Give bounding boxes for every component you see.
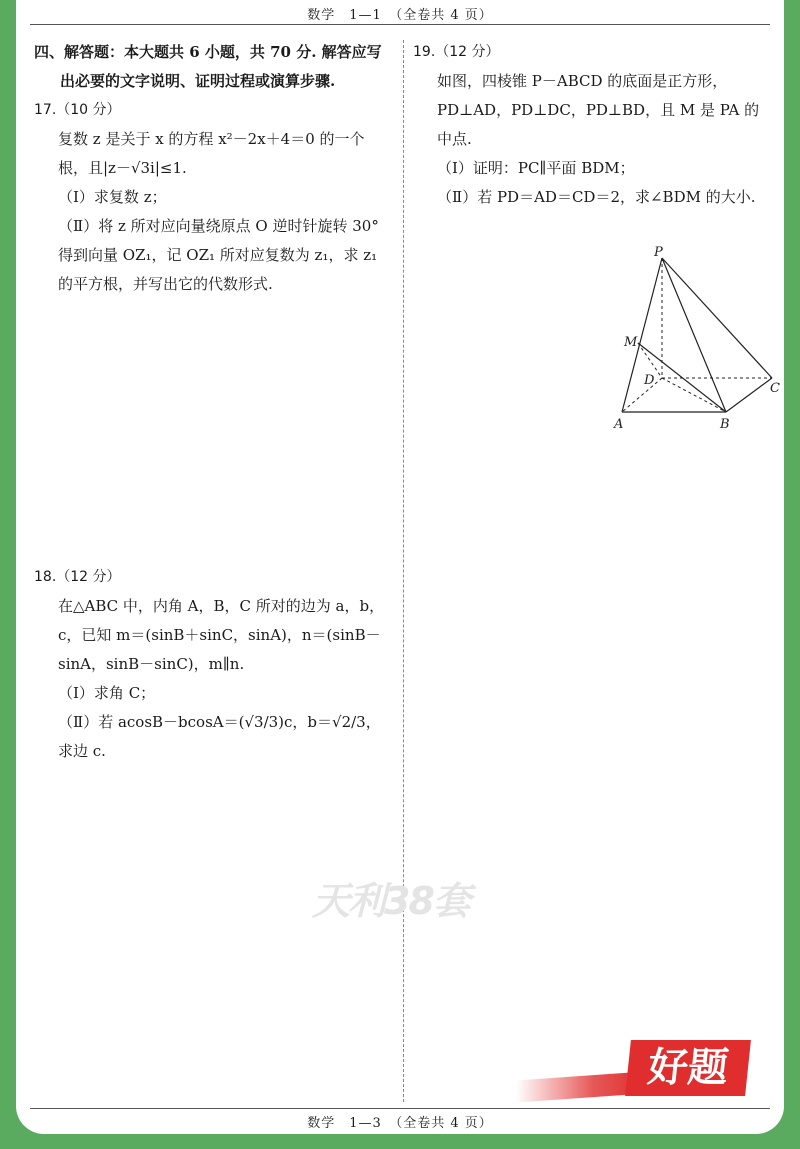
q18-part1: （Ⅰ）求角 C； (58, 684, 156, 702)
good-question-stamp: 好题 (625, 1040, 751, 1096)
pyramid-figure (600, 246, 784, 436)
q19-part2: （Ⅱ）若 PD＝AD＝CD＝2，求∠BDM 的大小. (437, 188, 756, 206)
header-rule (30, 24, 770, 25)
column-divider (403, 40, 404, 1102)
exam-page (16, 0, 784, 1134)
watermark: 天利38套 (312, 879, 469, 923)
q17-stem: 复数 z 是关于 x 的方程 x²－2x＋4＝0 的一个根，且|z－√3i|≤1. (58, 130, 365, 177)
edge-DB (662, 378, 726, 412)
q18-stem: 在△ABC 中，内角 A，B，C 所对的边为 a，b，c，已知 m＝(sinB＋sinC，sinA)，n＝(sinB－sinA，sinB－sinC)，m∥n. (58, 597, 385, 673)
label-M: M (624, 335, 638, 350)
edge-DA (622, 378, 662, 412)
label-P: P (654, 246, 663, 260)
label-C: C (770, 381, 780, 396)
q17-part1: （Ⅰ）求复数 z； (58, 188, 167, 206)
q19-stem: 如图，四棱锥 P－ABCD 的底面是正方形，PD⊥AD，PD⊥DC，PD⊥BD，且 M 是 PA 的中点. (437, 72, 760, 148)
q17-number: 17.（10 分） (34, 102, 121, 118)
edge-BC (726, 378, 772, 412)
right-column (413, 38, 769, 212)
q19-number: 19.（12 分） (413, 44, 500, 60)
section-title: 四、解答题：本大题共 6 小题，共 70 分. 解答应写出必要的文字说明、证明过程或演算步骤. (34, 43, 382, 90)
edge-PC (662, 258, 772, 378)
q19-part1: （Ⅰ）证明：PC∥平面 BDM； (437, 159, 635, 177)
label-B: B (720, 417, 730, 432)
q18-block (34, 563, 392, 766)
left-column (34, 38, 392, 299)
q18-number: 18.（12 分） (34, 569, 121, 585)
page-footer: 数学 1—3 （全卷共 4 页） (307, 1116, 493, 1131)
q18-part2: （Ⅱ）若 acosB－bcosA＝(√3/3)c，b＝√2/3，求边 c. (58, 713, 381, 760)
q17-part2: （Ⅱ）将 z 所对应向量绕原点 O 逆时针旋转 30°得到向量 OZ₁，记 OZ₁ 所对应复数为 z₁，求 z₁ 的平方根，并写出它的代数形式. (58, 217, 379, 293)
edge-PB (662, 258, 726, 412)
page-header: 数学 1—1 （全卷共 4 页） (307, 8, 493, 23)
label-A: A (614, 417, 624, 432)
label-D: D (644, 373, 655, 388)
footer-rule (30, 1108, 770, 1109)
